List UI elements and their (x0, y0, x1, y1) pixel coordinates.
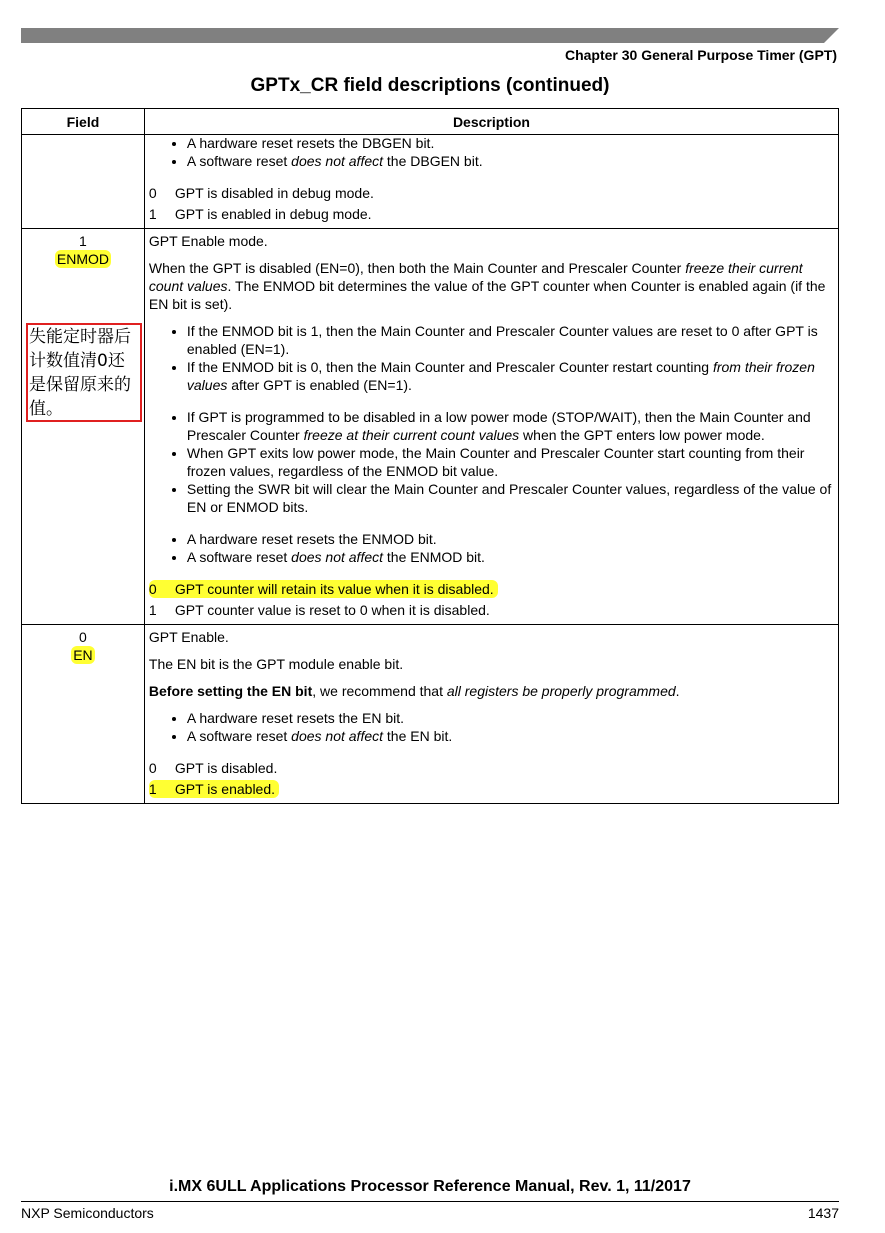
field-column-header: Field (22, 109, 145, 135)
value-row: 0 GPT is disabled. (148, 760, 278, 776)
list-item: • A hardware reset resets the ENMOD bit. (187, 530, 834, 548)
en-reset-list (149, 709, 834, 745)
field-descriptions-table (21, 108, 839, 804)
list-item: • When GPT exits low power mode, the Main Counter and Prescaler Counter start counting from their frozen values, regardless of the ENMOD bit value. (187, 444, 834, 480)
enmod-title: GPT Enable mode. (148, 233, 268, 249)
list-item: • If the ENMOD bit is 1, then the Main Counter and Prescaler Counter values are reset to 0 after GPT is enabled (EN=1). (187, 322, 834, 358)
value-row (149, 780, 834, 798)
list-item: • Setting the SWR bit will clear the Main Counter and Prescaler Counter values, regardless of the value of EN or ENMOD bits. (187, 480, 834, 516)
en-title: GPT Enable. (148, 629, 229, 645)
field-name-enmod: ENMOD (56, 251, 109, 267)
enmod-list-3 (149, 530, 834, 566)
list-item: • A hardware reset resets the EN bit. (187, 709, 834, 727)
value-row (149, 580, 834, 598)
description-column-header: Description (144, 109, 838, 135)
dbgen-reset-list (149, 134, 834, 170)
bit-number: 0 (79, 629, 87, 645)
table-row-en (22, 625, 839, 804)
field-cell-empty (22, 135, 145, 229)
field-cell-enmod (22, 229, 145, 625)
en-paragraph-2: Before setting the EN bit, we recommend that all registers be properly programmed. (148, 683, 680, 699)
chapter-header: Chapter 30 General Purpose Timer (GPT) (564, 47, 837, 63)
list-item: • A hardware reset resets the DBGEN bit. (187, 134, 834, 152)
value-row: 1 GPT is enabled in debug mode. (148, 206, 372, 222)
table-row-dbgen (22, 135, 839, 229)
en-paragraph-1: The EN bit is the GPT module enable bit. (148, 656, 404, 672)
enmod-list-1 (149, 322, 834, 394)
table-title: GPTx_CR field descriptions (continued) (250, 75, 610, 96)
table-header-row (22, 109, 839, 135)
page-number: 1437 (807, 1205, 839, 1221)
value-row: 0 GPT is disabled in debug mode. (148, 185, 374, 201)
highlighted-value: 1 GPT is enabled. (149, 780, 279, 798)
highlighted-value: 0 GPT counter will retain its value when it is disabled. (149, 580, 498, 598)
footer-company: NXP Semiconductors (21, 1205, 154, 1221)
enmod-paragraph: When the GPT is disabled (EN=0), then both the Main Counter and Prescaler Counter freeze their current count values. The ENMOD bit determines the value of the GPT counter when Counter is enabled again (if the EN bit is set). (148, 260, 826, 312)
description-cell-dbgen (144, 135, 838, 229)
field-name-en: EN (73, 647, 93, 663)
list-item: • If GPT is programmed to be disabled in a low power mode (STOP/WAIT), then the Main Counter and Prescaler Counter freeze at their current count values when the GPT enters low power mode. (187, 408, 834, 444)
footer-divider (21, 1201, 839, 1202)
footer-manual-title: i.MX 6ULL Applications Processor Reference Manual, Rev. 1, 11/2017 (169, 1178, 691, 1195)
value-row: 1 GPT counter value is reset to 0 when it is disabled. (148, 602, 490, 618)
description-cell-enmod (144, 229, 838, 625)
chapter-banner-bar (21, 28, 839, 43)
bit-number: 1 (79, 233, 87, 249)
list-item: • A software reset does not affect the ENMOD bit. (187, 548, 834, 566)
field-cell-en (22, 625, 145, 804)
list-item: • A software reset does not affect the EN bit. (187, 727, 834, 745)
list-item: • A software reset does not affect the DBGEN bit. (187, 152, 834, 170)
table-row-enmod (22, 229, 839, 625)
handwritten-annotation-box: 失能定时器后计数值清0还是保留原来的值。 (26, 323, 142, 422)
list-item: • If the ENMOD bit is 0, then the Main Counter and Prescaler Counter restart counting from their frozen values after GPT is enabled (EN=1). (187, 358, 834, 394)
enmod-list-2 (149, 408, 834, 516)
description-cell-en (144, 625, 838, 804)
